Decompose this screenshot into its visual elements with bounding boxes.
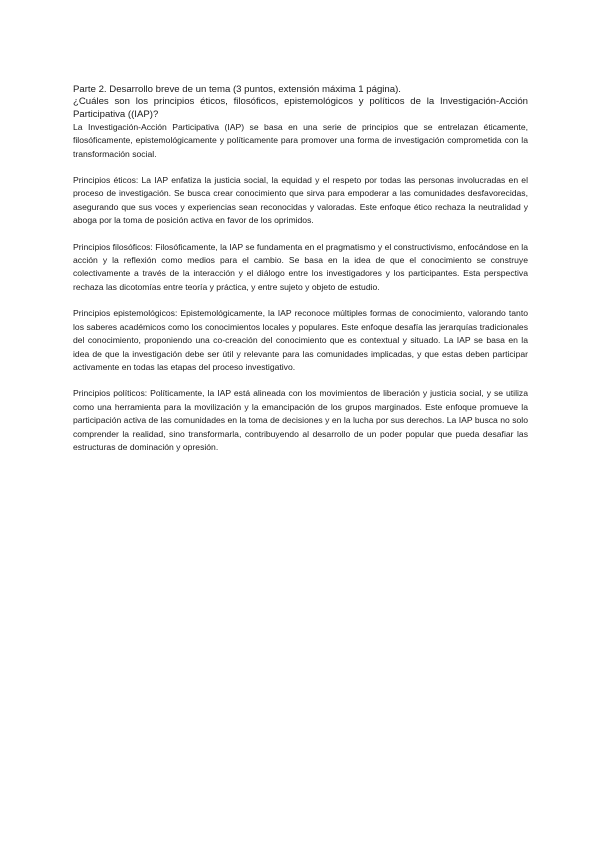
- intro-paragraph: La Investigación-Acción Participativa (IAP) se basa en una serie de principios que se entrelazan éticamente, filosóficamente, epistemológicamente y políticamente para promover una forma de investigación comprometida con la transformación social.: [73, 121, 528, 159]
- section-heading: Parte 2. Desarrollo breve de un tema (3 puntos, extensión máxima 1 página).: [73, 84, 401, 95]
- ethical-principles-paragraph: Principios éticos: La IAP enfatiza la justicia social, la equidad y el respeto por todas las personas involucradas en el proceso de investigación. Se busca crear conocimiento que sirva para empoderar a las comunidades desfavorecidas, asegurando que sus voces y experiencias sean reconocidas y valoradas. Este enfoque ético rechaza la neutralidad y aboga por la toma de posición activa en favor de los oprimidos.: [73, 175, 528, 226]
- philosophical-principles-paragraph: Principios filosóficos: Filosóficamente, la IAP se fundamenta en el pragmatismo y el constructivismo, enfocándose en la acción y la reflexión como medios para el cambio. Se basa en la idea de que el conocimiento se construye colectivamente a través de la interacción y el diálogo entre los investigadores y los participantes. Esta perspectiva rechaza las dicotomías entre teoría y práctica, y entre sujeto y objeto de estudio.: [73, 241, 528, 292]
- epistemological-principles-paragraph: Principios epistemológicos: Epistemológicamente, la IAP reconoce múltiples formas de conocimiento, valorando tanto los saberes académicos como los conocimientos locales y populares. Este enfoque desafía las jerarquías tradicionales del conocimiento, proponiendo una co-creación del conocimiento que es contextual y situado. La IAP se basa en la idea de que la investigación debe ser útil y relevante para las comunidades implicadas, y que estas deben participar activamente en todas las etapas del proceso investigativo.: [73, 308, 528, 372]
- document-page: [73, 84, 528, 467]
- essay-question: ¿Cuáles son los principios éticos, filosóficos, epistemológicos y políticos de la Investigación-Acción Participativa ((IAP)?: [73, 96, 528, 120]
- political-principles-paragraph: Principios políticos: Políticamente, la IAP está alineada con los movimientos de liberación y justicia social, y se utiliza como una herramienta para la movilización y la emancipación de los grupos marginados. Este enfoque promueve la participación activa de las comunidades en la toma de decisiones y en la lucha por sus derechos. La IAP busca no solo comprender la realidad, sino transformarla, contribuyendo al desarrollo de un poder popular que pueda desafiar las estructuras de dominación y opresión.: [73, 388, 528, 452]
